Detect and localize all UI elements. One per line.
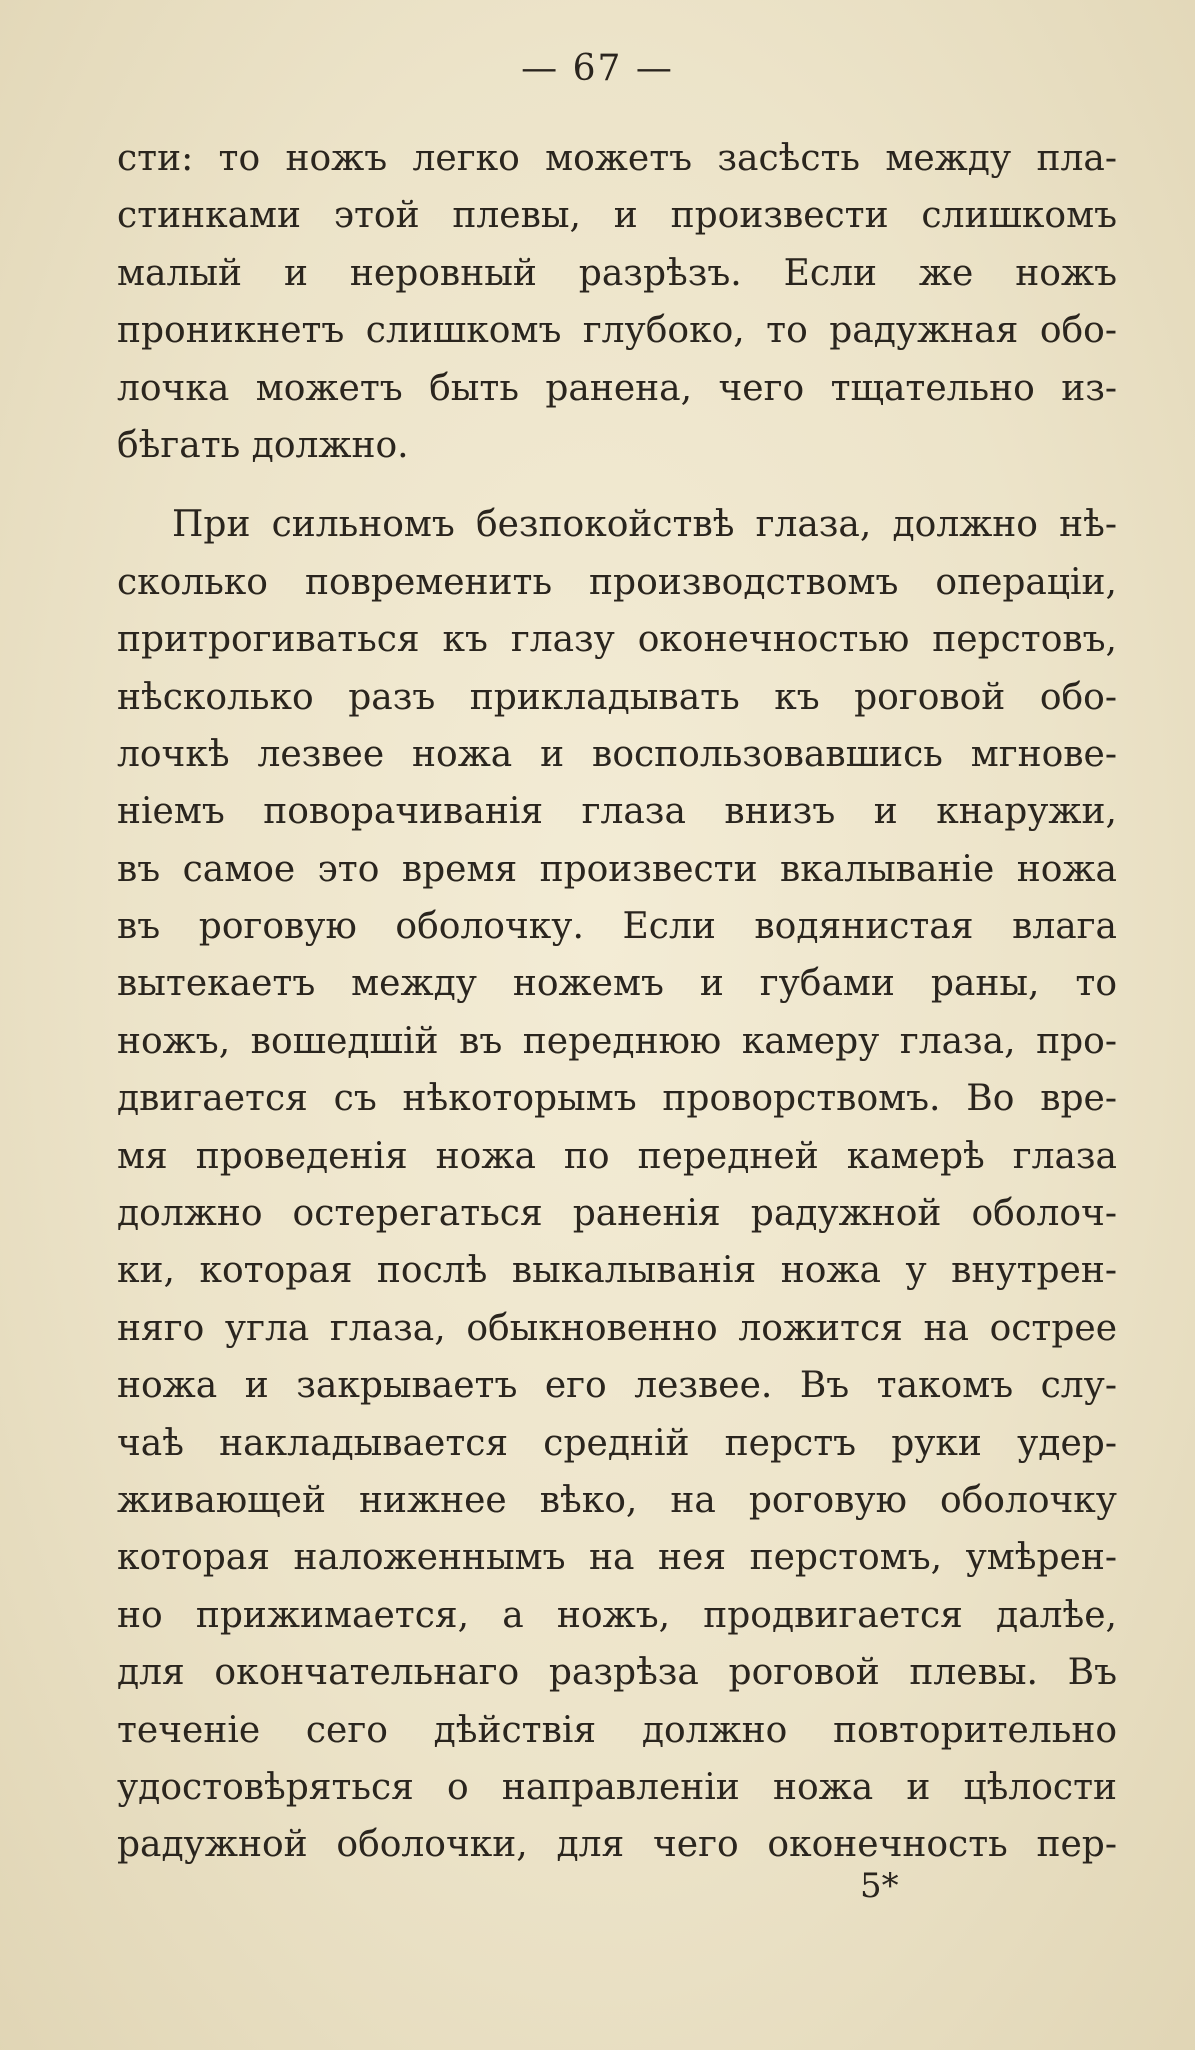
text-line: въ самое это время произвести вкалываніе ножа — [117, 848, 1117, 890]
body-text — [117, 130, 1117, 1874]
text-line: ки, которая послѣ выкалыванія ножа у внутрен- — [117, 1250, 1117, 1292]
text-line: должно остерегаться раненія радужной оболоч- — [117, 1193, 1117, 1235]
text-line: вытекаетъ между ножемъ и губами раны, то — [117, 963, 1117, 1005]
text-line: радужной оболочки, для чего оконечность пер- — [117, 1824, 1117, 1866]
text-line: ніемъ поворачиванія глаза внизъ и кнаружи, — [117, 791, 1117, 833]
text-line: ножъ, вошедшій въ переднюю камеру глаза, про- — [117, 1020, 1117, 1062]
text-line: малый и неровный разрѣзъ. Если же ножъ — [117, 252, 1117, 294]
text-line: притрогиваться къ глазу оконечностью перстовъ, — [117, 619, 1117, 661]
text-line: теченіе сего дѣйствія должно повторительно — [117, 1709, 1117, 1751]
text-line: въ роговую оболочку. Если водянистая влага — [117, 906, 1117, 948]
text-line: лочка можетъ быть ранена, чего тщательно из- — [117, 367, 1117, 409]
text-line: При сильномъ безпокойствѣ глаза, должно нѣ- — [172, 504, 1117, 546]
text-line: нѣсколько разъ прикладывать къ роговой обо- — [117, 676, 1117, 718]
text-line: живающей нижнее вѣко, на роговую оболочку — [117, 1479, 1117, 1521]
text-line: лочкѣ лезвее ножа и воспользовавшись мгнове- — [117, 733, 1117, 775]
text-line: для окончательнаго разрѣза роговой плевы. Въ — [117, 1652, 1117, 1694]
text-line: мя проведенія ножа по передней камерѣ глаза — [117, 1135, 1117, 1177]
text-line: няго угла глаза, обыкновенно ложится на острее — [117, 1307, 1117, 1349]
text-line: чаѣ накладывается средній перстъ руки удер- — [117, 1422, 1117, 1464]
page-number: — 67 — — [521, 48, 674, 89]
text-line: двигается съ нѣкоторымъ проворствомъ. Во вре- — [117, 1078, 1117, 1120]
text-line: проникнетъ слишкомъ глубоко, то радужная обо- — [117, 310, 1117, 352]
text-line: стинками этой плевы, и произвести слишкомъ — [117, 195, 1117, 237]
text-line: ножа и закрываетъ его лезвее. Въ такомъ слу- — [117, 1365, 1117, 1407]
signature-mark: 5* — [860, 1866, 899, 1906]
text-line: сколько повременить производствомъ операціи, — [117, 561, 1117, 603]
paragraph-gap — [117, 474, 1117, 496]
text-line: которая наложеннымъ на нея перстомъ, умѣрен- — [117, 1537, 1117, 1579]
text-line: удостовѣряться о направленіи ножа и цѣлости — [117, 1766, 1117, 1808]
text-line: но прижимается, а ножъ, продвигается далѣе, — [117, 1594, 1117, 1636]
text-line: сти: то ножъ легко можетъ засѣсть между пла- — [117, 138, 1117, 179]
text-line: бѣгать должно. — [117, 424, 409, 466]
